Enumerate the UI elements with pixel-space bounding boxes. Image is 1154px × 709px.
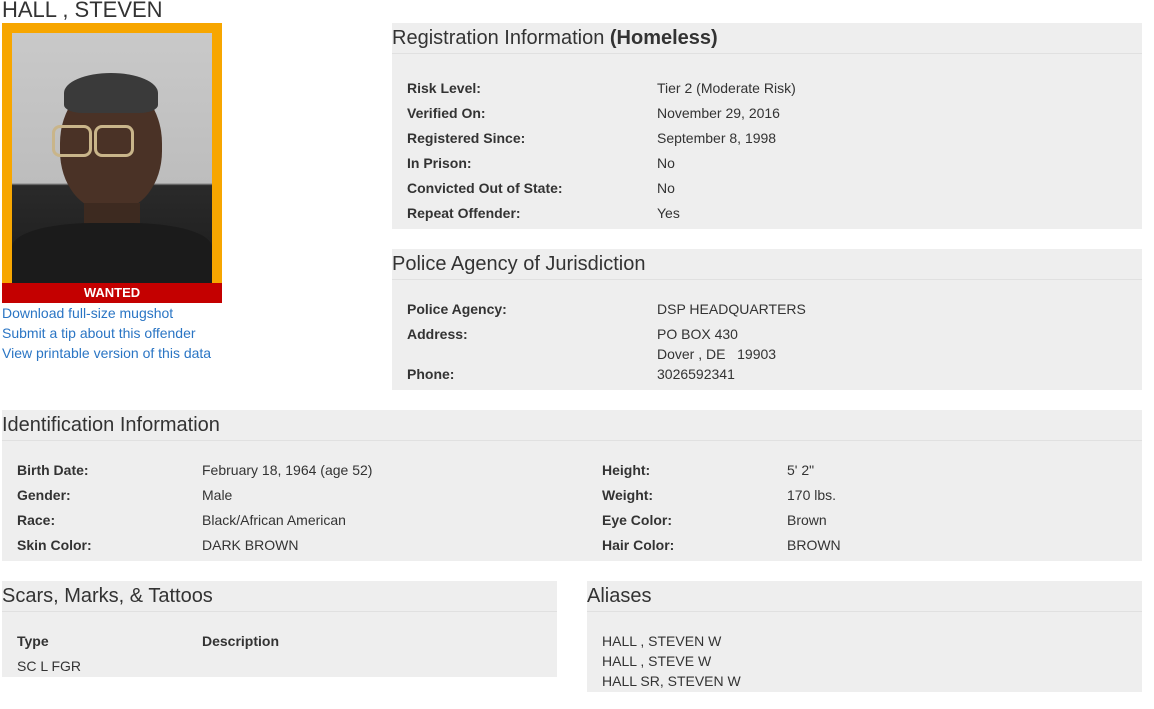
printable-version-link[interactable]: View printable version of this data — [2, 345, 212, 361]
registered-since-value: September 8, 1998 — [657, 130, 777, 146]
scars-description-header: Description — [202, 633, 280, 649]
mugshot-photo — [12, 33, 212, 283]
gender-label: Gender: — [17, 487, 71, 503]
convicted-out-of-state-value: No — [657, 180, 675, 196]
download-mugshot-link[interactable]: Download full-size mugshot — [2, 305, 174, 321]
weight-label: Weight: — [602, 487, 654, 503]
skin-color-label: Skin Color: — [17, 537, 92, 553]
hair-color-value: BROWN — [787, 537, 841, 553]
aliases-panel — [587, 581, 1142, 692]
police-agency-title: Police Agency of Jurisdiction — [392, 249, 1142, 280]
birth-date-label: Birth Date: — [17, 462, 89, 478]
alias-item: HALL , STEVE W — [602, 653, 712, 669]
police-agency-value: DSP HEADQUARTERS — [657, 301, 806, 317]
address-label: Address: — [407, 326, 468, 342]
alias-item: HALL SR, STEVEN W — [602, 673, 741, 689]
repeat-offender-value: Yes — [657, 205, 680, 221]
registered-since-label: Registered Since: — [407, 130, 526, 146]
hair-color-label: Hair Color: — [602, 537, 675, 553]
risk-level-row: Risk Level: — [407, 80, 481, 96]
repeat-offender-label: Repeat Offender: — [407, 205, 521, 221]
homeless-status: (Homeless) — [609, 27, 718, 49]
skin-color-value: DARK BROWN — [202, 537, 299, 553]
submit-tip-link[interactable]: Submit a tip about this offender — [2, 325, 196, 341]
police-agency-label: Police Agency: — [407, 301, 507, 317]
verified-on-label: Verified On: — [407, 105, 486, 121]
scars-title: Scars, Marks, & Tattoos — [2, 581, 557, 612]
offender-name: HALL , STEVEN — [2, 0, 163, 22]
race-label: Race: — [17, 512, 56, 528]
convicted-out-of-state-label: Convicted Out of State: — [407, 180, 563, 196]
eye-color-value: Brown — [787, 512, 827, 528]
registration-title: Registration Information (Homeless) — [392, 23, 1142, 54]
scars-type-header: Type — [17, 633, 49, 649]
registration-panel — [392, 23, 1142, 229]
eye-color-label: Eye Color: — [602, 512, 673, 528]
alias-item: HALL , STEVEN W — [602, 633, 722, 649]
scars-marks-tattoos-panel — [2, 581, 557, 677]
race-value: Black/African American — [202, 512, 346, 528]
in-prison-value: No — [657, 155, 675, 171]
in-prison-label: In Prison: — [407, 155, 472, 171]
aliases-title: Aliases — [587, 581, 1142, 612]
gender-value: Male — [202, 487, 233, 503]
wanted-badge: WANTED — [2, 283, 222, 303]
identification-title: Identification Information — [2, 410, 1142, 441]
verified-on-value: November 29, 2016 — [657, 105, 780, 121]
birth-date-value: February 18, 1964 (age 52) — [202, 462, 373, 478]
weight-value: 170 lbs. — [787, 487, 837, 503]
mugshot-frame[interactable] — [2, 23, 222, 303]
address-line1: PO BOX 430 — [657, 326, 738, 342]
offender-links — [2, 303, 211, 363]
scar-type-value: SC L FGR — [17, 658, 82, 674]
phone-label: Phone: — [407, 366, 455, 382]
risk-level-value: Tier 2 (Moderate Risk) — [657, 80, 796, 96]
address-line2: Dover , DE 19903 — [657, 346, 777, 362]
height-value: 5' 2" — [787, 462, 815, 478]
phone-value: 3026592341 — [657, 366, 735, 382]
height-label: Height: — [602, 462, 651, 478]
police-agency-panel — [392, 249, 1142, 390]
identification-panel — [2, 410, 1142, 561]
